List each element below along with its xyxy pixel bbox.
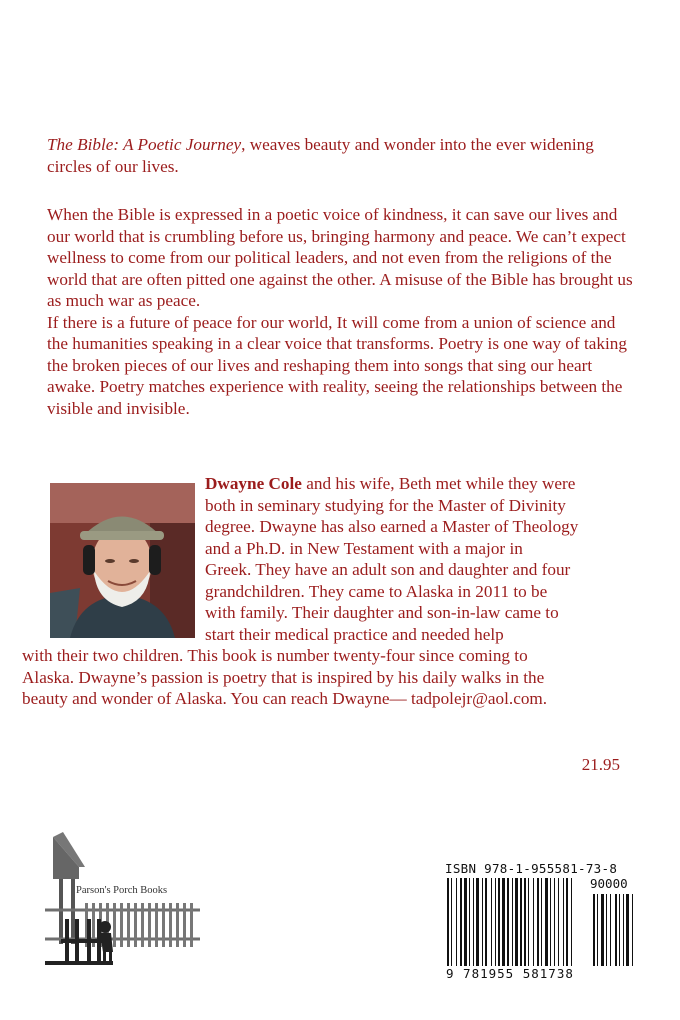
blurb-intro-text: , weaves beauty and wonder into the ever widening circles of our lives. — [47, 135, 594, 176]
publisher-logo-icon — [45, 827, 205, 972]
author-bio-line: and a Ph.D. in New Testament with a major in — [205, 538, 523, 558]
price: 21.95 — [581, 755, 620, 774]
author-bio-line: degree. Dwayne has also earned a Master of Theology — [205, 517, 579, 536]
author-bio-line: Greek. They have an adult son and daughter and four — [205, 560, 571, 579]
book-title: The Bible: A Poetic Journey — [47, 135, 242, 154]
author-bio-line: grandchildren. They came to Alaska in 2011 to be — [205, 581, 548, 601]
author-photo — [50, 483, 195, 638]
author-bio-line: with their two children. This book is number twenty-four since coming to — [22, 646, 528, 665]
publisher-name: Parson's Porch Books — [76, 885, 168, 896]
barcode-addon: 90000 — [590, 876, 628, 891]
isbn-label: ISBN 978-1-955581-73-8 — [445, 861, 618, 876]
author-bio-line: Alaska. Dwayne’s passion is poetry that is inspired by his daily walks in the — [22, 667, 545, 687]
author-bio-line: start their medical practice and needed help — [205, 624, 504, 644]
blurb-body — [47, 204, 637, 419]
author-name: Dwayne Cole — [205, 474, 302, 493]
blurb-intro — [47, 134, 637, 177]
ean-number: 9 781955 581738 — [446, 966, 574, 981]
author-bio-line: both in seminary studying for the Master of Divinity — [205, 495, 566, 515]
blurb-paragraph: If there is a future of peace for our world, It will come from a union of science and the humanities speaking in a clear voice that transforms. Poetry is one way of taking the broken pieces of our lives and reshaping them into songs that sing our heart awake. Poetry matches experience with reality, seeing the relationships between the visible and invisible. — [47, 312, 627, 418]
author-bio — [22, 473, 645, 710]
blurb-paragraph: When the Bible is expressed in a poetic voice of kindness, it can save our lives and our world that is crumbling before us, bringing harmony and peace. We can’t expect wellness to come from our political leaders, and not even from the religions of the world that are often pitted one against the other. A misuse of the Bible has brought us as much war as peace. — [47, 205, 633, 310]
author-bio-line: with family. Their daughter and son-in-law came to — [205, 603, 559, 622]
author-bio-line: Dwayne Cole and his wife, Beth met while they were — [205, 474, 576, 493]
author-bio-line: beauty and wonder of Alaska. You can reach Dwayne— tadpolejr@aol.com. — [22, 689, 548, 708]
